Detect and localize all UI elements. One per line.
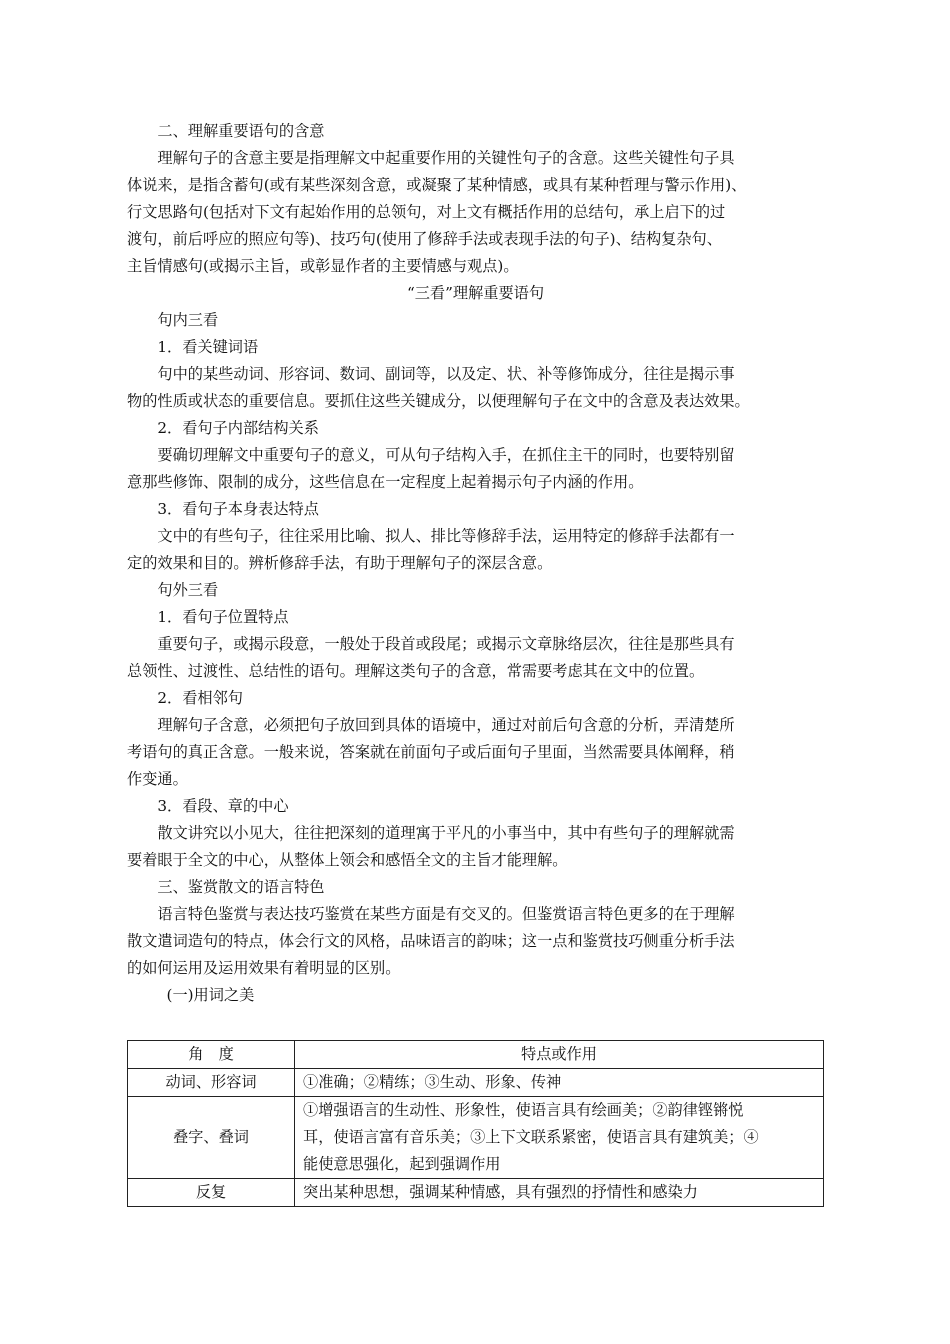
table-header-angle: 角 度 — [128, 1041, 295, 1069]
paragraph-line: 渡句，前后呼应的照应句等)、技巧句(使用了修辞手法或表现手法的句子)、结构复杂句、 — [127, 230, 722, 248]
paragraph-line: 定的效果和目的。辨析修辞手法，有助于理解句子的深层含意。 — [127, 554, 553, 572]
paragraph-line: 散文讲究以小见大，往往把深刻的道理寓于平凡的小事当中，其中有些句子的理解就需 — [157, 824, 735, 842]
item-title: 3．看句子本身表达特点 — [157, 500, 319, 518]
table-header-row — [128, 1041, 824, 1069]
paragraph-line: 意那些修饰、限制的成分，这些信息在一定程度上起着揭示句子内涵的作用。 — [127, 473, 644, 491]
table-row — [128, 1069, 824, 1097]
item-title: 2．看相邻句 — [157, 689, 243, 707]
paragraph-line: 散文遣词造句的特点，体会行文的风格，品味语言的韵味；这一点和鉴赏技巧侧重分析手法 — [127, 932, 735, 950]
group-label: 句外三看 — [157, 581, 219, 599]
item-title: 3．看段、章的中心 — [157, 797, 289, 815]
paragraph-line: 要确切理解文中重要句子的意义，可从句子结构入手，在抓住主干的同时，也要特别留 — [157, 446, 735, 464]
item-title: 1．看关键词语 — [157, 338, 259, 356]
paragraph-line: 句中的某些动词、形容词、数词、副词等，以及定、状、补等修饰成分，往往是揭示事 — [157, 365, 735, 383]
cell-line: 耳，使语言富有音乐美；③上下文联系紧密，使语言具有建筑美；④ — [303, 1128, 759, 1146]
cell-line: ①增强语言的生动性、形象性，使语言具有绘画美；②韵律铿锵悦 — [303, 1101, 744, 1119]
table-row — [128, 1097, 824, 1179]
item-title: 1．看句子位置特点 — [157, 608, 289, 626]
table-cell-feature — [295, 1097, 824, 1179]
table-row — [128, 1179, 824, 1207]
table-cell-angle: 叠字、叠词 — [128, 1097, 295, 1179]
paragraph-line: 体说来，是指含蓄句(或有某些深刻含意，或凝聚了某种情感，或具有某种哲理与警示作用)、 — [127, 176, 747, 194]
paragraph-line: 行文思路句(包括对下文有起始作用的总领句，对上文有概括作用的总结句，承上启下的过 — [127, 203, 726, 221]
table-cell-angle: 动词、形容词 — [128, 1069, 295, 1097]
paragraph-line: 的如何运用及运用效果有着明显的区别。 — [127, 959, 401, 977]
document-body — [127, 118, 824, 1009]
item-title: 2．看句子内部结构关系 — [157, 419, 319, 437]
subheading: (一)用词之美 — [166, 986, 255, 1004]
section-heading: 三、鉴赏散文的语言特色 — [157, 878, 325, 896]
section-heading: 二、理解重要语句的含意 — [157, 122, 325, 140]
paragraph-line: 物的性质或状态的重要信息。要抓住这些关键成分，以便理解句子在文中的含意及表达效果。 — [127, 392, 750, 410]
paragraph-line: 理解句子含意，必须把句子放回到具体的语境中，通过对前后句含意的分析，弄清楚所 — [157, 716, 735, 734]
paragraph-line: 作变通。 — [127, 770, 188, 788]
paragraph-line: 理解句子的含意主要是指理解文中起重要作用的关键性句子的含意。这些关键性句子具 — [157, 149, 735, 167]
cell-line: 突出某种思想，强调某种情感，具有强烈的抒情性和感染力 — [303, 1183, 698, 1201]
paragraph-line: 文中的有些句子，往往采用比喻、拟人、排比等修辞手法，运用特定的修辞手法都有一 — [157, 527, 735, 545]
table-cell-angle: 反复 — [128, 1179, 295, 1207]
paragraph-line: 重要句子，或揭示段意，一般处于段首或段尾；或揭示文章脉络层次，往往是那些具有 — [157, 635, 735, 653]
paragraph-line: 语言特色鉴赏与表达技巧鉴赏在某些方面是有交叉的。但鉴赏语言特色更多的在于理解 — [157, 905, 735, 923]
paragraph-line: 总领性、过渡性、总结性的语句。理解这类句子的含意，常需要考虑其在文中的位置。 — [127, 662, 705, 680]
paragraph-line: 主旨情感句(或揭示主旨，或彰显作者的主要情感与观点)。 — [127, 257, 519, 275]
cell-line: 能使意思强化，起到强调作用 — [303, 1155, 501, 1173]
cell-line: ①准确；②精练；③生动、形象、传神 — [303, 1073, 562, 1091]
paragraph-line: 考语句的真正含意。一般来说，答案就在前面句子或后面句子里面，当然需要具体阐释，稍 — [127, 743, 735, 761]
table-cell-feature — [295, 1069, 824, 1097]
paragraph-line: 要着眼于全文的中心，从整体上领会和感悟全文的主旨才能理解。 — [127, 851, 568, 869]
word-usage-table — [127, 1040, 824, 1207]
group-label: 句内三看 — [157, 311, 219, 329]
centered-title: “三看”理解重要语句 — [406, 284, 545, 302]
table-header-feature: 特点或作用 — [295, 1041, 824, 1069]
table-cell-feature — [295, 1179, 824, 1207]
